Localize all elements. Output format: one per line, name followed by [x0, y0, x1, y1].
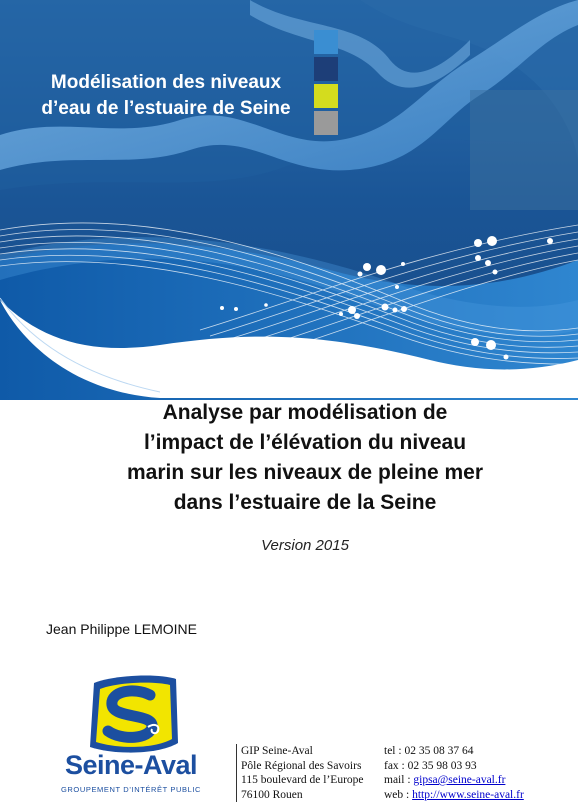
report-title	[95, 398, 515, 518]
cover-aerial-image	[0, 0, 578, 400]
address-line: GIP Seine-Aval	[241, 745, 313, 757]
series-title-line: Modélisation des niveaux	[50, 72, 282, 93]
seine-aval-logo-icon	[46, 663, 216, 803]
address-line: Pôle Régional des Savoirs	[241, 759, 362, 772]
postal-address	[241, 744, 364, 802]
report-title-line: l’impact de l’élévation du niveau	[143, 431, 467, 454]
phone-number: tel : 02 35 08 37 64	[384, 745, 474, 757]
swatch-light-blue	[314, 30, 338, 54]
address-line: 115 boulevard de l’Europe	[241, 774, 364, 786]
contact-details	[384, 744, 524, 802]
email-label: mail :	[384, 774, 414, 786]
website-label: web :	[384, 788, 413, 801]
report-title-line: dans l’estuaire de la Seine	[173, 491, 437, 514]
email-line	[384, 773, 524, 788]
series-title-line: d’eau de l’estuaire de Seine	[41, 98, 291, 119]
swatch-dark-blue	[314, 57, 338, 81]
report-title-line: marin sur les niveaux de pleine mer	[127, 461, 483, 484]
fax-number: fax : 02 35 98 03 93	[384, 759, 477, 772]
swatch-yellow	[314, 84, 338, 108]
series-title	[22, 70, 310, 122]
contact-block	[236, 744, 576, 804]
address-line: 76100 Rouen	[241, 788, 303, 801]
report-version: Version 2015	[261, 537, 349, 554]
report-title-line: Analyse par modélisation de	[162, 401, 448, 424]
email-link[interactable]: gipsa@seine-aval.fr	[413, 774, 506, 786]
website-line	[384, 788, 524, 803]
logo-wordmark: Seine-Aval	[64, 750, 198, 780]
author-name: Jean Philippe LEMOINE	[46, 621, 197, 637]
logo-subtitle: GROUPEMENT D’INTÉRÊT PUBLIC	[60, 785, 202, 794]
website-link[interactable]: http://www.seine-aval.fr	[412, 788, 524, 801]
color-swatches	[314, 30, 338, 138]
swatch-grey	[314, 111, 338, 135]
contact-divider	[236, 744, 237, 802]
